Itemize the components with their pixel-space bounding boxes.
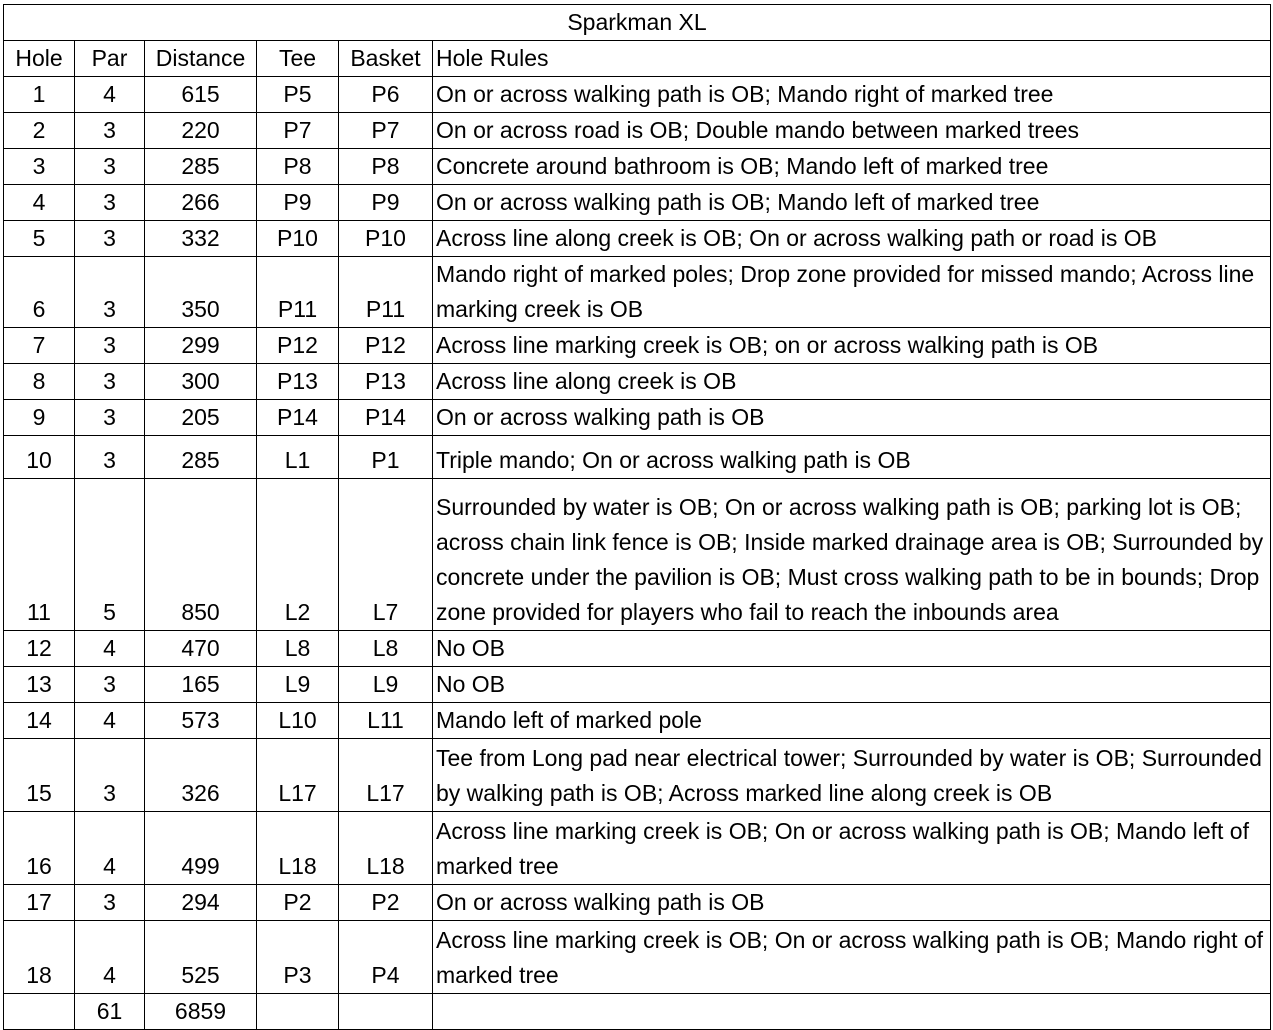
cell-distance: 525 [145, 921, 257, 994]
total-distance: 6859 [145, 994, 257, 1030]
cell-par: 3 [75, 221, 145, 257]
cell-hole: 17 [4, 885, 75, 921]
header-tee: Tee [257, 41, 339, 77]
course-table [3, 4, 1271, 1030]
cell-hole-rules: Mando right of marked poles; Drop zone provided for missed mando; Across line marking creek is OB [433, 257, 1271, 328]
cell-hole-rules: On or across walking path is OB; Mando left of marked tree [433, 185, 1271, 221]
table-row [4, 185, 1271, 221]
cell-basket: P2 [339, 885, 433, 921]
cell-distance: 850 [145, 479, 257, 631]
table-row [4, 631, 1271, 667]
table-row [4, 479, 1271, 631]
cell-par: 4 [75, 631, 145, 667]
cell-basket: L18 [339, 812, 433, 885]
table-row [4, 149, 1271, 185]
cell-par: 3 [75, 257, 145, 328]
cell-hole: 10 [4, 436, 75, 479]
header-basket: Basket [339, 41, 433, 77]
cell-distance: 165 [145, 667, 257, 703]
table-row [4, 257, 1271, 328]
cell-distance: 470 [145, 631, 257, 667]
cell-basket: L7 [339, 479, 433, 631]
cell-par: 4 [75, 812, 145, 885]
header-hole-rules: Hole Rules [433, 41, 1271, 77]
cell-basket: P8 [339, 149, 433, 185]
cell-basket: L8 [339, 631, 433, 667]
cell-tee: P13 [257, 364, 339, 400]
table-row [4, 328, 1271, 364]
cell-tee: P9 [257, 185, 339, 221]
cell-hole: 2 [4, 113, 75, 149]
cell-par: 5 [75, 479, 145, 631]
cell-distance: 205 [145, 400, 257, 436]
cell-hole: 8 [4, 364, 75, 400]
table-row [4, 400, 1271, 436]
table-row [4, 739, 1271, 812]
cell-par: 3 [75, 739, 145, 812]
cell-par: 3 [75, 328, 145, 364]
table-row [4, 221, 1271, 257]
cell-hole: 7 [4, 328, 75, 364]
cell-distance: 300 [145, 364, 257, 400]
cell-hole: 4 [4, 185, 75, 221]
cell-hole: 11 [4, 479, 75, 631]
cell-hole-rules: On or across road is OB; Double mando between marked trees [433, 113, 1271, 149]
cell-distance: 326 [145, 739, 257, 812]
cell-hole-rules: Across line marking creek is OB; On or across walking path is OB; Mando left of marked tree [433, 812, 1271, 885]
cell-hole: 9 [4, 400, 75, 436]
cell-hole: 15 [4, 739, 75, 812]
cell-basket: P13 [339, 364, 433, 400]
cell-hole-rules: Mando left of marked pole [433, 703, 1271, 739]
cell-hole-rules: Concrete around bathroom is OB; Mando left of marked tree [433, 149, 1271, 185]
cell-tee: L18 [257, 812, 339, 885]
cell-hole: 16 [4, 812, 75, 885]
cell-basket: P12 [339, 328, 433, 364]
cell-hole-rules: Triple mando; On or across walking path is OB [433, 436, 1271, 479]
cell-par: 3 [75, 436, 145, 479]
cell-hole-rules: No OB [433, 631, 1271, 667]
cell-hole: 14 [4, 703, 75, 739]
cell-basket: P14 [339, 400, 433, 436]
cell-tee: P7 [257, 113, 339, 149]
cell-tee: L10 [257, 703, 339, 739]
cell-hole: 1 [4, 77, 75, 113]
table-row [4, 885, 1271, 921]
cell-par: 3 [75, 667, 145, 703]
cell-hole-rules: On or across walking path is OB [433, 885, 1271, 921]
header-par: Par [75, 41, 145, 77]
cell-basket: P11 [339, 257, 433, 328]
cell-hole: 13 [4, 667, 75, 703]
cell-tee: P11 [257, 257, 339, 328]
cell-hole-rules: Surrounded by water is OB; On or across walking path is OB; parking lot is OB; across chain link fence is OB; Inside marked drainage area is OB; Surrounded by concrete under the pavilion is OB; Must cross walking path to be in bounds; Drop zone provided for players who fail to reach the inbounds area [433, 479, 1271, 631]
table-row [4, 77, 1271, 113]
cell-distance: 285 [145, 149, 257, 185]
totals-row [4, 994, 1271, 1030]
cell-par: 3 [75, 400, 145, 436]
total-par: 61 [75, 994, 145, 1030]
table-title: Sparkman XL [4, 5, 1271, 41]
cell-basket: P10 [339, 221, 433, 257]
cell-par: 4 [75, 921, 145, 994]
table-row [4, 364, 1271, 400]
cell-hole: 12 [4, 631, 75, 667]
cell-tee: L17 [257, 739, 339, 812]
cell-distance: 299 [145, 328, 257, 364]
cell-hole-rules: Tee from Long pad near electrical tower; Surrounded by water is OB; Surrounded by walking path is OB; Across marked line along creek is OB [433, 739, 1271, 812]
cell-hole-rules: Across line along creek is OB [433, 364, 1271, 400]
cell-tee: P14 [257, 400, 339, 436]
table-row [4, 703, 1271, 739]
cell-par: 3 [75, 149, 145, 185]
table-row [4, 113, 1271, 149]
cell-hole-rules: No OB [433, 667, 1271, 703]
cell-distance: 285 [145, 436, 257, 479]
cell-tee: L8 [257, 631, 339, 667]
cell-hole-rules: Across line marking creek is OB; On or across walking path is OB; Mando right of marked tree [433, 921, 1271, 994]
cell-distance: 573 [145, 703, 257, 739]
cell-distance: 615 [145, 77, 257, 113]
cell-par: 3 [75, 185, 145, 221]
cell-par: 3 [75, 113, 145, 149]
cell-hole-rules: Across line marking creek is OB; on or across walking path is OB [433, 328, 1271, 364]
cell-distance: 332 [145, 221, 257, 257]
cell-basket: P6 [339, 77, 433, 113]
cell-hole: 3 [4, 149, 75, 185]
cell-distance: 220 [145, 113, 257, 149]
total-hole-rules [433, 994, 1271, 1030]
table-row [4, 667, 1271, 703]
cell-distance: 294 [145, 885, 257, 921]
cell-hole-rules: On or across walking path is OB [433, 400, 1271, 436]
cell-hole: 5 [4, 221, 75, 257]
cell-basket: L9 [339, 667, 433, 703]
cell-distance: 350 [145, 257, 257, 328]
cell-tee: L1 [257, 436, 339, 479]
cell-distance: 266 [145, 185, 257, 221]
cell-par: 3 [75, 364, 145, 400]
cell-tee: P10 [257, 221, 339, 257]
header-hole: Hole [4, 41, 75, 77]
cell-tee: P3 [257, 921, 339, 994]
cell-basket: L11 [339, 703, 433, 739]
cell-basket: L17 [339, 739, 433, 812]
total-hole [4, 994, 75, 1030]
cell-par: 3 [75, 885, 145, 921]
cell-basket: P4 [339, 921, 433, 994]
cell-hole-rules: Across line along creek is OB; On or across walking path or road is OB [433, 221, 1271, 257]
cell-hole: 18 [4, 921, 75, 994]
table-row [4, 812, 1271, 885]
total-tee [257, 994, 339, 1030]
cell-hole-rules: On or across walking path is OB; Mando right of marked tree [433, 77, 1271, 113]
cell-basket: P7 [339, 113, 433, 149]
cell-tee: P2 [257, 885, 339, 921]
cell-par: 4 [75, 703, 145, 739]
table-row [4, 921, 1271, 994]
table-row [4, 436, 1271, 479]
total-basket [339, 994, 433, 1030]
cell-par: 4 [75, 77, 145, 113]
cell-tee: L9 [257, 667, 339, 703]
cell-basket: P9 [339, 185, 433, 221]
cell-hole: 6 [4, 257, 75, 328]
header-row [4, 41, 1271, 77]
cell-basket: P1 [339, 436, 433, 479]
header-distance: Distance [145, 41, 257, 77]
cell-tee: P8 [257, 149, 339, 185]
cell-tee: P5 [257, 77, 339, 113]
cell-tee: P12 [257, 328, 339, 364]
cell-distance: 499 [145, 812, 257, 885]
cell-tee: L2 [257, 479, 339, 631]
